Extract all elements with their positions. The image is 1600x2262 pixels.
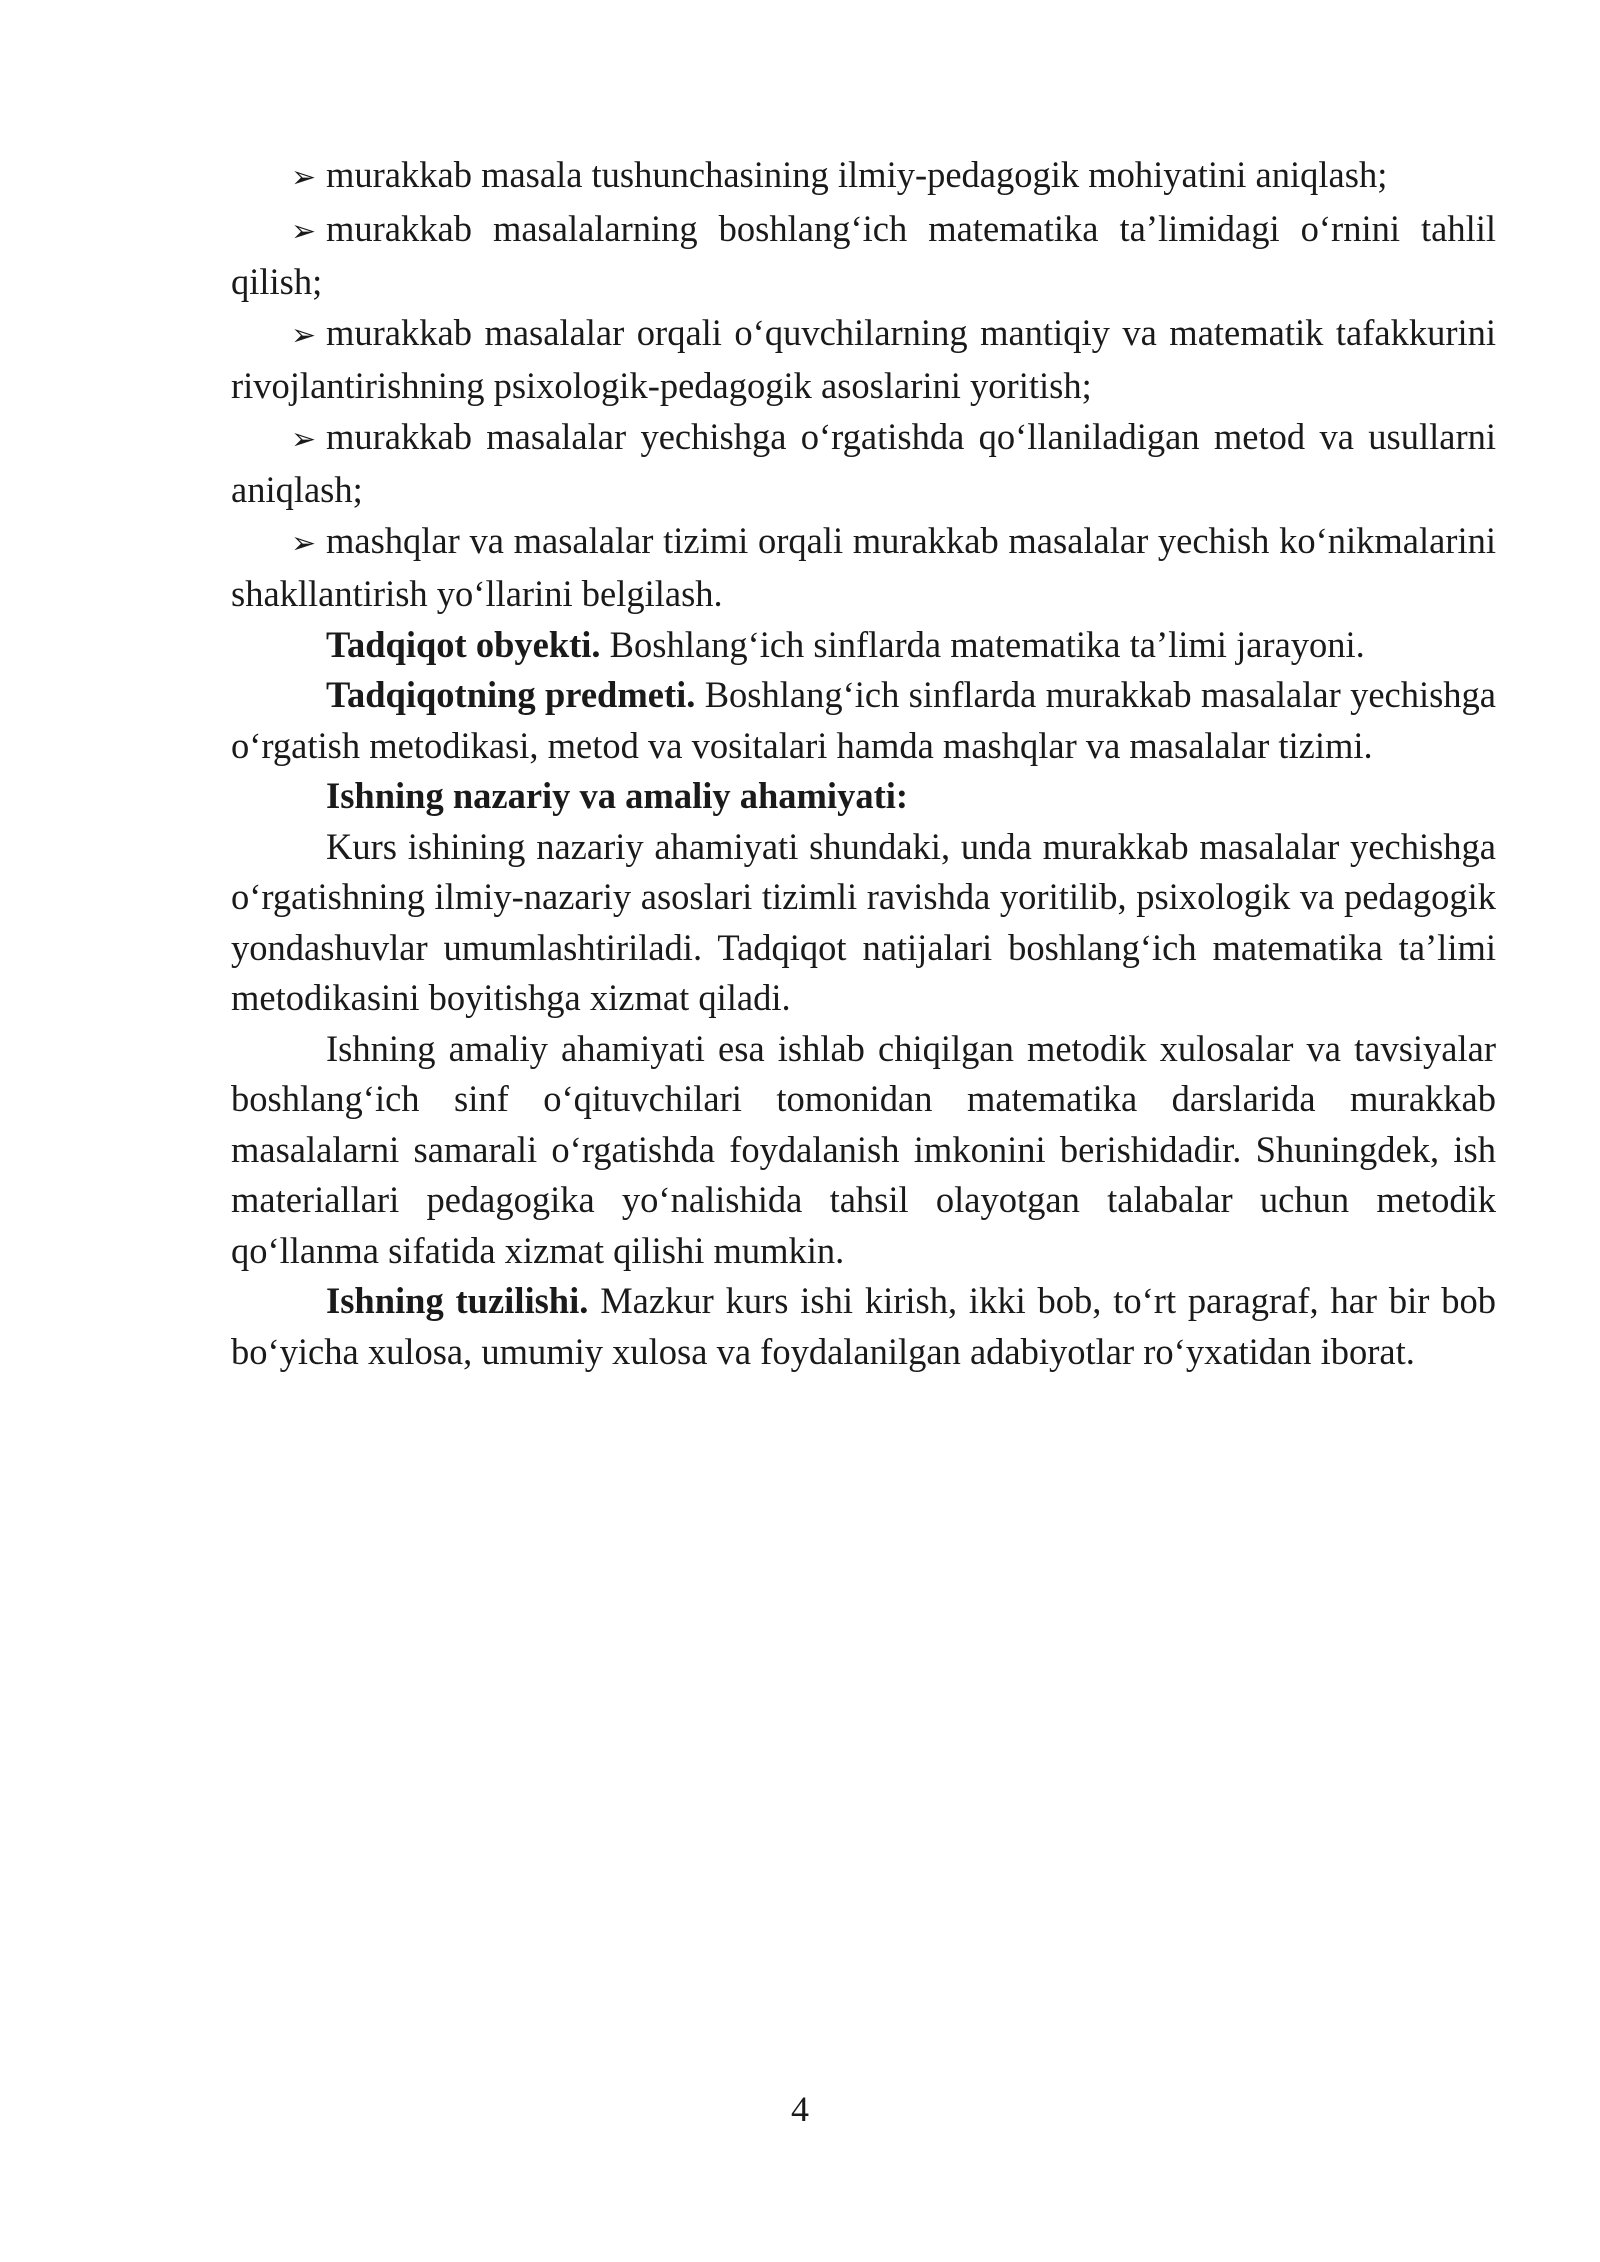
structure-text: Mazkur kurs ishi kirish, ikki bob, to‘rt paragraf, har bir bob bo‘yicha xulosa, umumiy xulosa va foydalanilgan adabiyotlar ro‘yxatidan iborat. bbox=[231, 1280, 1497, 1372]
research-object-paragraph bbox=[231, 620, 1496, 671]
theoretical-significance-paragraph: Kurs ishining nazariy ahamiyati shundaki, unda murakkab masalalar yechishga o‘rgatishning ilmiy-nazariy asoslari tizimli ravishda yoritilib, psixologik va pedagogik yondashuvlar umumlashtiriladi. Tadqiqot natijalari boshlang‘ich matematika ta’limi metodikasini boyitishga xizmat qiladi. bbox=[231, 825, 1496, 1018]
document-body bbox=[231, 150, 1496, 1377]
objective-text: murakkab masalalar yechishga o‘rgatishda qo‘llaniladigan metod va usullarni aniqlash; bbox=[231, 415, 1496, 510]
page-number: 4 bbox=[791, 2089, 809, 2129]
objective-item bbox=[231, 150, 1496, 204]
significance-heading-text: Ishning nazariy va amaliy ahamiyati: bbox=[326, 775, 909, 816]
objective-text: murakkab masalalarning boshlang‘ich matematika ta’limidagi o‘rnini tahlil qilish; bbox=[231, 207, 1496, 302]
objective-item bbox=[231, 308, 1496, 412]
objective-item bbox=[231, 412, 1496, 516]
objective-text: murakkab masala tushunchasining ilmiy-pedagogik mohiyatini aniqlash; bbox=[326, 154, 1388, 195]
practical-significance-paragraph: Ishning amaliy ahamiyati esa ishlab chiqilgan metodik xulosalar va tavsiyalar boshlang‘ich sinf o‘qituvchilari tomonidan matematika darslarida murakkab masalalarni samarali o‘rgatishda foydalanish imkonini berishidadir. Shuningdek, ish materiallari pedagogika yo‘nalishida tahsil olayotgan talabalar uchun metodik qo‘llanma sifatida xizmat qilishi mumkin. bbox=[231, 1027, 1496, 1271]
objective-item bbox=[231, 516, 1496, 620]
research-object-label: Tadqiqot obyekti. bbox=[326, 623, 601, 665]
structure-label: Ishning tuzilishi. bbox=[326, 1280, 589, 1321]
research-object-text: Boshlang‘ich sinflarda matematika ta’limi jarayoni. bbox=[600, 623, 1365, 665]
research-subject-label: Tadqiqotning predmeti. bbox=[326, 674, 696, 715]
structure-paragraph bbox=[231, 1276, 1496, 1377]
arrow-bullet-icon: ➢ bbox=[291, 160, 317, 195]
research-subject-text: Boshlang‘ich sinflarda murakkab masalalar yechishga o‘rgatish metodikasi, metod va vositalari hamda mashqlar va masalalar tizimi. bbox=[231, 674, 1497, 766]
significance-heading bbox=[231, 771, 1496, 822]
research-subject-paragraph bbox=[231, 670, 1496, 771]
objective-text: murakkab masalalar orqali o‘quvchilarning mantiqiy va matematik tafakkurini rivojlantirishning psixologik-pedagogik asoslarini yoritish; bbox=[231, 311, 1496, 406]
arrow-bullet-icon: ➢ bbox=[291, 525, 317, 561]
arrow-bullet-icon: ➢ bbox=[291, 317, 317, 353]
objective-text: mashqlar va masalalar tizimi orqali murakkab masalalar yechish ko‘nikmalarini shakllantirish yo‘llarini belgilash. bbox=[231, 519, 1496, 614]
arrow-bullet-icon: ➢ bbox=[291, 213, 317, 249]
objective-item bbox=[231, 204, 1496, 308]
arrow-bullet-icon: ➢ bbox=[291, 421, 317, 457]
